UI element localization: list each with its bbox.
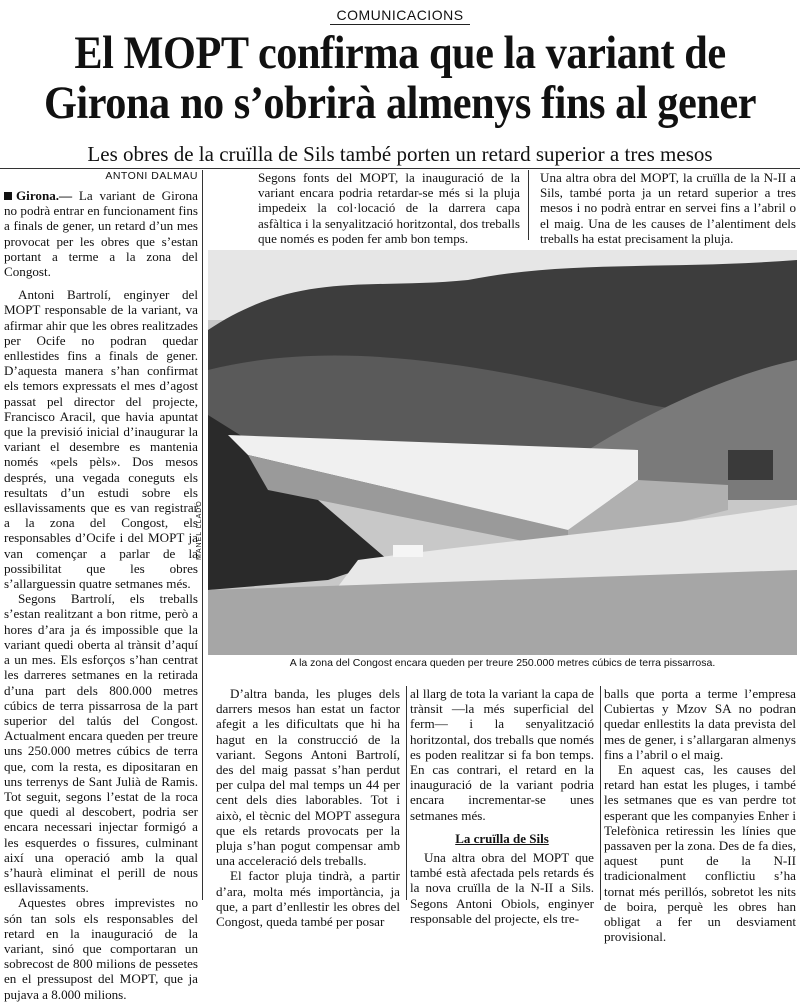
paragraph: al llarg de tota la variant la capa de trànsit —la més superficial del ferm— i la senyalització horitzontal, dos treballs que només es poden realitzar si fa bon temps. En cas contrari, el retard en la inauguració de la variant podria encara incrementar-se unes setmanes més. (410, 686, 594, 823)
column-divider (406, 686, 407, 900)
bottom-column-3 (604, 686, 796, 944)
section-label: COMUNICACIONS (330, 6, 470, 25)
bottom-column-2 (410, 686, 594, 926)
photo-credit: MANEL LLADÓ (196, 500, 203, 560)
subsection-heading: La cruïlla de Sils (455, 830, 549, 846)
paragraph: balls que porta a terme l’empresa Cubiertas y Mzov SA no podran quedar enllestits la data prevista del mes de gener, i s’allargaran almenys fins a l’abril o el maig. (604, 686, 796, 762)
paragraph: Segons Bartrolí, els treballs s’estan realitzant a bon ritme, però a hores d’ara ja és impossible que la variant quedi oberta al trànsit d’aquí a un mes. Els esforços s’han centrat les darreres setmanes en la retirada d’una part dels 800.000 metres cúbics de terra pissarrosa de la part superior del talús del Congost. Actualment encara queden per treure uns 250.000 metres cúbics de terra que, com la resta, es dipositaran en uns terrenys de Sant Julià de Ramis. Tot seguit, segons l’estat de la roca que quedi al descobert, podria ser encara necessari injectar formigó a les esquerdes o fissures, culminant així una operació amb la qual s’haurà eliminat el perill de nous esllavissaments. (4, 591, 198, 896)
photo-caption: A la zona del Congost encara queden per treure 250.000 metres cúbics de terra pissarrosa. (289, 657, 716, 669)
paragraph: Antoni Bartrolí, enginyer del MOPT responsable de la variant, va afirmar ahir que les obres realitzades per Ocife no podran quedar enllestides fins a finals de gener. D’aquesta manera s’han confirmat els temors expressats el mes d’agost passat pel director del projecte, Francisco Aracil, que havia apuntat que la previsió inicial d’inaugurar la variant el desembre es mantenia només «pels pèls». Dos mesos després, una vegada coneguts els resultats d’un estudi sobre els esllavissaments que es van registrar a la zona del Congost, els responsables d’Ocife i del MOPT ja van començar a parlar de la possibilitat que les obres s’allarguessin quatre setmanes més. (4, 287, 198, 592)
byline: ANTONI DALMAU (105, 170, 198, 182)
bottom-column-1 (216, 686, 400, 929)
column-divider (528, 170, 529, 240)
lead-marker-icon (4, 192, 12, 200)
column-2-top (258, 170, 520, 246)
news-photo (208, 250, 797, 655)
body-column-1 (4, 287, 198, 1002)
paragraph: En aquest cas, les causes del retard han estat les pluges, i també les setmanes que es van perdre tot esperant que les companyies Enher i Telefònica retiressin les línies que passaven per la zona. Des de fa dies, aquest punt de la N-II tradicionalment conflictiu s’ha tornat més perillós, sobretot les nits de boira, perquè les obres han obligat a fer un desviament provisional. (604, 762, 796, 945)
paragraph: Una altra obra del MOPT, la cruïlla de la N-II a Sils, també porta ja un retard superior a tres mesos i no podrà entrar en servei fins a l’abril o el maig. Una de les causes de l’alentiment dels treballs ha estat precisament la pluja. (540, 170, 796, 246)
paragraph: Segons fonts del MOPT, la inauguració de la variant encara podria retardar-se més si la pluja impedeix la col·locació de la darrera capa asfàltica i la senyalització horitzontal, dos treballs que només es poden fer amb bon temps. (258, 170, 520, 246)
column-1 (4, 170, 198, 1002)
column-3-top (540, 170, 796, 246)
lead-text: La variant de Girona no podrà entrar en funcionament fins a finals de gener, un retard d’un mes provocat per les obres que s’estan portant a terme a la zona del Congost. (4, 188, 198, 280)
paragraph: El factor pluja tindrà, a partir d’ara, molta més importància, ja que, a part d’enllestir les obres del Congost, queda també per posar (216, 868, 400, 930)
subhead-rule (0, 168, 800, 169)
photo-illustration (208, 250, 797, 655)
headline: El MOPT confirma que la variant de Girona no s’obrirà almenys fins al gener (43, 27, 757, 129)
lead-paragraph (4, 188, 198, 279)
paragraph: Una altra obra del MOPT que també està afectada pels retards és la nova cruïlla de la N-II a Sils. Segons Antoni Obiols, enginyer responsable del projecte, els tre- (410, 850, 594, 926)
paragraph: D’altra banda, les pluges dels darrers mesos han estat un factor afegit a les dificultats que hi ha hagut en la construcció de la variant. Segons Antoni Bartrolí, des del maig passat s’han perdut per culpa del mal temps un 44 per cent dels dies laborables. Tot i això, el tècnic del MOPT assegura que els retards provocats per la pluja s’han pogut compensar amb una acceleració dels treballs. (216, 686, 400, 869)
subheadline: Les obres de la cruïlla de Sils també porten un retard superior a tres mesos (87, 142, 713, 166)
dateline: Girona.— (16, 188, 73, 203)
paragraph: Aquestes obres imprevistes no són tan sols els responsables del retard en la inauguració de la variant, sinó que comportaran un sobrecost de 800 milions de pessetes en el pressupost del MOPT, que ja pujava a 8.000 milions. (4, 895, 198, 1002)
column-divider (600, 686, 601, 900)
